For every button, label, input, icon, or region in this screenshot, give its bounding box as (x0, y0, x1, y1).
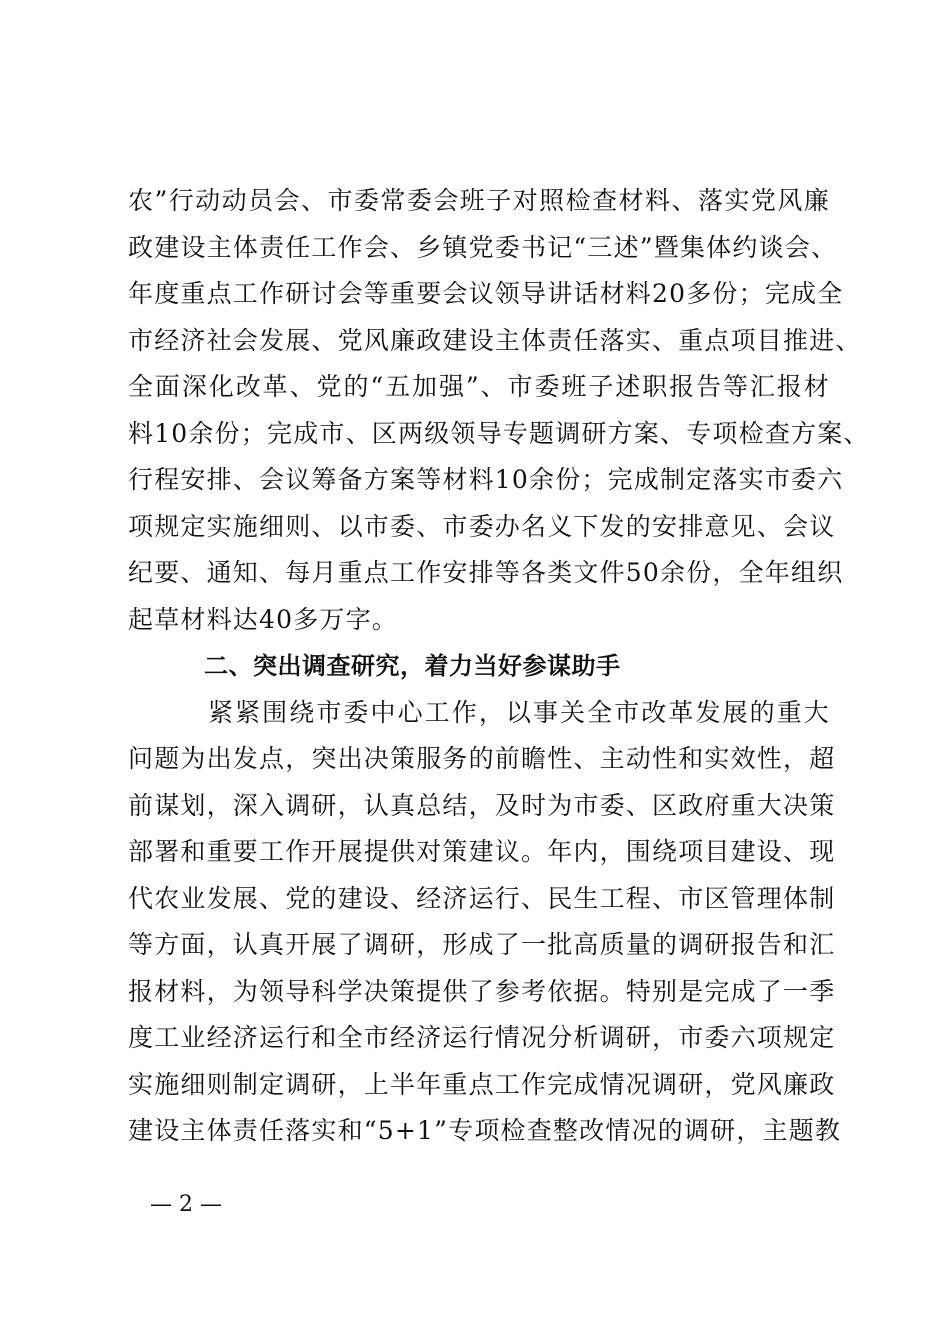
paragraph-line: 代农业发展、党的建设、经济运行、民生工程、市区管理体制 (128, 883, 836, 913)
section-heading: 二、突出调查研究，着力当好参谋助手 (204, 652, 621, 680)
paragraph-line: 报材料，为领导科学决策提供了参考依据。特别是完成了一季 (128, 976, 836, 1006)
paragraph-line: 行程安排、会议筹备方案等材料10余份；完成制定落实市委六 (128, 465, 844, 494)
paragraph-line: 市经济社会发展、党风廉政建设主体责任落实、重点项目推进、 (128, 325, 862, 355)
paragraph-line: 政建设主体责任工作会、乡镇党委书记“三述”暨集体约谈会、 (128, 232, 838, 262)
paragraph-line: 问题为出发点，突出决策服务的前瞻性、主动性和实效性，超 (128, 744, 836, 773)
paragraph-line: 项规定实施细则、以市委、市委办名义下发的安排意见、会议 (128, 511, 836, 541)
paragraph-line: 等方面，认真开展了调研，形成了一批高质量的调研报告和汇 (128, 930, 836, 959)
paragraph-line: 实施细则制定调研，上半年重点工作完成情况调研，党风廉政 (128, 1069, 836, 1099)
paragraph-line: 料10余份；完成市、区两级领导专题调研方案、专项检查方案、 (128, 418, 870, 448)
body-text (128, 178, 870, 1155)
paragraph-line: 度工业经济运行和全市经济运行情况分析调研，市委六项规定 (128, 1023, 836, 1052)
paragraph-line: 起草材料达40多万字。 (128, 604, 399, 634)
paragraph-line: 年度重点工作研讨会等重要会议领导讲话材料20多份；完成全 (128, 279, 844, 308)
paragraph-line: 农”行动动员会、市委常委会班子对照检查材料、落实党风廉 (128, 186, 830, 215)
paragraph-line: 紧紧围绕市委中心工作，以事关全市改革发展的重大 (208, 697, 830, 727)
paragraph-line: 纪要、通知、每月重点工作安排等各类文件50余份，全年组织 (128, 558, 844, 587)
paragraph-line: 全面深化改革、党的“五加强”、市委班子述职报告等汇报材 (128, 372, 830, 401)
paragraph-line: 前谋划，深入调研，认真总结，及时为市委、区政府重大决策 (128, 790, 836, 820)
page-number: — 2 — (150, 1192, 222, 1217)
paragraph-line: 建设主体责任落实和“5+1”专项检查整改情况的调研，主题教 (128, 1116, 842, 1145)
paragraph-line: 部署和重要工作开展提供对策建议。年内，围绕项目建设、现 (128, 837, 836, 866)
